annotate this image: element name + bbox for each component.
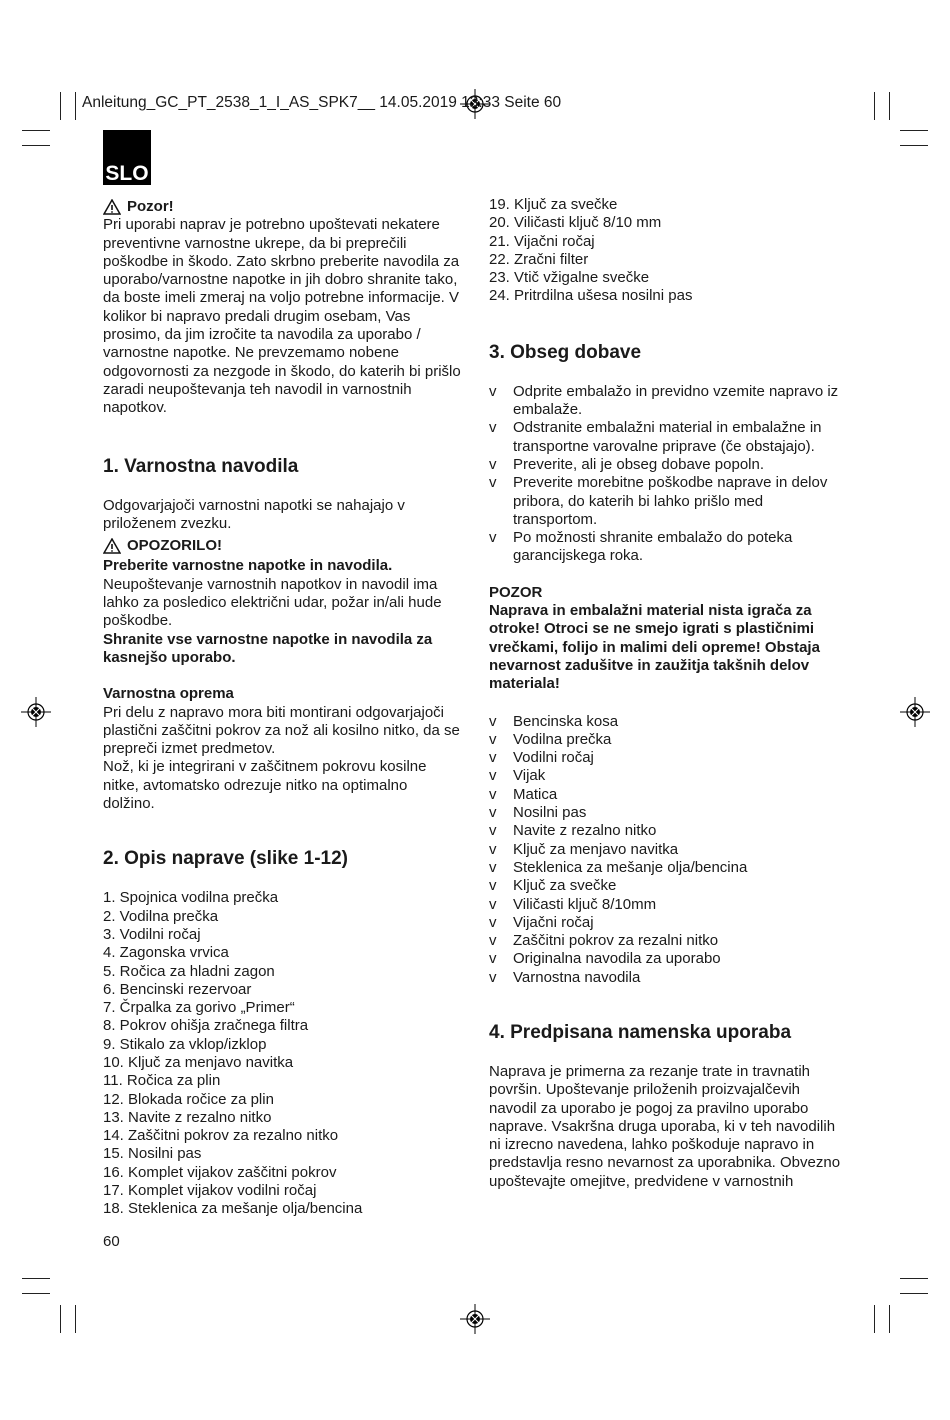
list-item: [489, 713, 849, 731]
bullet-marker: v: [489, 804, 497, 822]
section1-intro: Odgovarjajoči varnostni napotki se nahajajo v priloženem zvezku.: [103, 496, 405, 532]
section-heading-2: 2. Opis naprave (slike 1-12): [103, 848, 349, 870]
list-item: [489, 841, 849, 859]
list-item: [489, 950, 849, 968]
list-item: 13. Navite z rezalno nitko: [103, 1108, 272, 1126]
pozor-caps-title: POZOR: [489, 583, 543, 601]
bullet-marker: v: [489, 968, 497, 986]
list-item-text: Vijak: [513, 767, 546, 785]
list-item: 17. Komplet vijakov vodilni ročaj: [103, 1182, 317, 1200]
page-number: 60: [103, 1233, 120, 1250]
list-item: 22. Zračni filter: [489, 250, 589, 268]
list-item-text: Vodilni ročaj: [513, 749, 594, 767]
list-item: 1. Spojnica vodilna prečka: [103, 889, 279, 907]
bullet-marker: v: [489, 419, 497, 437]
crop-mark: [900, 1293, 928, 1294]
list-item: [489, 804, 849, 822]
pozor-title: [103, 198, 463, 216]
crop-mark: [900, 1278, 928, 1279]
list-item: 10. Ključ za menjavo navitka: [103, 1053, 294, 1071]
crop-mark: [75, 92, 76, 120]
registration-mark-icon: [900, 697, 930, 727]
list-item: 20. Viličasti ključ 8/10 mm: [489, 214, 662, 232]
crop-mark: [60, 1305, 61, 1333]
bullet-marker: v: [489, 767, 497, 785]
bullet-marker: v: [489, 749, 497, 767]
list-item: 7. Črpalka za gorivo „Primer“: [103, 999, 295, 1017]
opozorilo-title-text: OPOZORILO!: [127, 537, 222, 555]
crop-mark: [22, 1278, 50, 1279]
section-heading-1: 1. Varnostna navodila: [103, 455, 299, 477]
equipment-text-1: Pri delu z napravo mora biti montirani odgovarjajoči plastični zaščitni pokrov za nož ali kosilno nitko, da se prepreči izmet predmetov.: [103, 703, 460, 758]
pozor-caps-text: Naprava in embalažni material nista igrača za otroke! Otroci se ne smejo igrati s plastičnimi vrečkami, folijo in malimi deli opreme! Obstaja nevarnost zadušitve in zaužitja takšnih delov materiala!: [489, 602, 820, 693]
section-heading-4: 4. Predpisana namenska uporaba: [489, 1021, 792, 1043]
list-item-text: Steklenica za mešanje olja/bencina: [513, 858, 748, 876]
parts-list: [103, 889, 463, 1218]
bullet-marker: v: [489, 730, 497, 748]
list-item: [489, 731, 849, 749]
section4-text: Naprava je primerna za rezanje trate in travnatih površin. Upoštevanje priloženih proizvajalčevih navodil za uporabo je pogoj za pravilno uporabo naprave. Vsakršna druga uporaba, ki v teh navodilih ni izrecno navedena, lahko poškoduje napravo in predstavlja resno nevarnost za uporabnika. Obvezno upoštevajte omejitve, predvidene v varnostnih: [489, 1062, 841, 1190]
list-item: [489, 822, 849, 840]
list-item: 24. Pritrdilna ušesa nosilni pas: [489, 287, 693, 305]
list-item: 21. Vijačni ročaj: [489, 232, 595, 250]
list-item: 11. Ročica za plin: [103, 1072, 221, 1090]
equipment-text-2: Nož, ki je integrirani v zaščitnem pokrovu kosilne nitke, avtomatsko odrezuje nitko na optimalno dolžino.: [103, 758, 427, 813]
list-item: 6. Bencinski rezervoar: [103, 980, 252, 998]
list-item-text: Viličasti ključ 8/10mm: [513, 895, 657, 913]
print-slug-header: Anleitung_GC_PT_2538_1_I_AS_SPK7__ 14.05.2019 13:33 Seite 60: [82, 94, 562, 111]
warning-bold-2: Shranite vse varnostne napotke in navodila za kasnejšo uporabo.: [103, 630, 433, 666]
delivery-contents-list: [489, 713, 849, 987]
crop-mark: [900, 130, 928, 131]
warning-text-1: Neupoštevanje varnostnih napotkov in navodil ima lahko za posledico električni udar, požar in/ali hude poškodbe.: [103, 575, 442, 630]
bullet-marker: v: [489, 455, 497, 473]
list-item: 16. Komplet vijakov zaščitni pokrov: [103, 1163, 337, 1181]
list-item: [489, 474, 849, 529]
list-item: 14. Zaščitni pokrov za rezalno nitko: [103, 1127, 339, 1145]
list-item: 2. Vodilna prečka: [103, 907, 219, 925]
bullet-marker: v: [489, 712, 497, 730]
list-item-text: Preverite, ali je obseg dobave popoln.: [513, 455, 765, 473]
list-item-text: Zaščitni pokrov za rezalni nitko: [513, 932, 719, 950]
list-item-text: Nosilni pas: [513, 804, 587, 822]
bullet-marker: v: [489, 474, 497, 492]
crop-mark: [22, 145, 50, 146]
registration-mark-icon: [21, 697, 51, 727]
list-item-text: Odprite embalažo in previdno vzemite napravo iz embalaže.: [513, 382, 839, 419]
bullet-marker: v: [489, 822, 497, 840]
list-item: [489, 786, 849, 804]
bullet-marker: v: [489, 877, 497, 895]
list-item-text: Odstranite embalažni material in embalažne in transportne varovalne priprave (če obstajajo).: [513, 419, 822, 455]
list-item-text: Vijačni ročaj: [513, 913, 594, 931]
bullet-marker: v: [489, 895, 497, 913]
bullet-marker: v: [489, 950, 497, 968]
right-column: [489, 196, 849, 1191]
list-item: 4. Zagonska vrvica: [103, 944, 229, 962]
crop-mark: [889, 92, 890, 120]
list-item: 15. Nosilni pas: [103, 1145, 202, 1163]
crop-mark: [874, 92, 875, 120]
list-item-text: Preverite morebitne poškodbe naprave in delov pribora, do katerih bi lahko prišlo med transportom.: [513, 474, 828, 528]
list-item: [489, 529, 849, 566]
bullet-marker: v: [489, 785, 497, 803]
list-item-text: Originalna navodila za uporabo: [513, 950, 721, 968]
list-item: 3. Vodilni ročaj: [103, 925, 201, 943]
list-item-text: Vodilna prečka: [513, 730, 612, 748]
bullet-marker: v: [489, 529, 497, 547]
section-heading-3: 3. Obseg dobave: [489, 341, 642, 363]
list-item-text: Matica: [513, 785, 558, 803]
list-item: [489, 932, 849, 950]
crop-mark: [874, 1305, 875, 1333]
delivery-steps-list: [489, 383, 849, 566]
list-item: [489, 383, 849, 420]
list-item: [489, 969, 849, 987]
list-item: 9. Stikalo za vklop/izklop: [103, 1035, 267, 1053]
list-item: [489, 896, 849, 914]
list-item-text: Ključ za menjavo navitka: [513, 840, 679, 858]
left-column: [103, 198, 463, 1219]
registration-mark-icon: [460, 1304, 490, 1334]
list-item: [489, 914, 849, 932]
list-item: 18. Steklenica za mešanje olja/bencina: [103, 1200, 363, 1218]
bullet-marker: v: [489, 932, 497, 950]
pozor-title-text: Pozor!: [127, 198, 174, 215]
language-badge-label: SLO: [105, 162, 149, 185]
list-item-text: Po možnosti shranite embalažo do poteka garancijskega roka.: [513, 529, 793, 565]
bullet-marker: v: [489, 858, 497, 876]
list-item: [489, 859, 849, 877]
crop-mark: [60, 92, 61, 120]
list-item: [489, 877, 849, 895]
parts-list-continued: [489, 196, 849, 306]
list-item: 23. Vtič vžigalne svečke: [489, 269, 650, 287]
list-item: [489, 419, 849, 456]
list-item: 12. Blokada ročice za plin: [103, 1090, 274, 1108]
list-item-text: Bencinska kosa: [513, 712, 619, 730]
pozor-text: Pri uporabi naprav je potrebno upoštevati nekatere preventivne varnostne ukrepe, da bi preprečili poškodbe in škodo. Zato skrbno preberite navodila za uporabo/varnostne napotke in jih dobro shranite tako, da boste imeli zmeraj na voljo potrebne informacije. V kolikor bi napravo predali drugim osebam, Vas prosimo, da jim izročite ta navodila za uporabo / varnostne napotke. Ne prevzemamo nobene odgovornosti za nezgode in škodo, do katerih bi prišlo zaradi neupoštevanja teh navodil in varnostnih napotkov.: [103, 216, 461, 417]
crop-mark: [900, 145, 928, 146]
warning-triangle-icon: [103, 538, 121, 554]
list-item-text: Navite z rezalno nitko: [513, 822, 657, 840]
warning-triangle-icon: [103, 199, 121, 215]
crop-mark: [22, 1293, 50, 1294]
list-item-text: Ključ za svečke: [513, 877, 617, 895]
list-item: 8. Pokrov ohišja zračnega filtra: [103, 1017, 309, 1035]
opozorilo-title: [103, 537, 463, 555]
crop-mark: [75, 1305, 76, 1333]
warning-bold-1: Preberite varnostne napotke in navodila.: [103, 557, 393, 575]
bullet-marker: v: [489, 382, 497, 400]
list-item: [489, 749, 849, 767]
list-item: 19. Ključ za svečke: [489, 196, 618, 213]
bullet-marker: v: [489, 840, 497, 858]
crop-mark: [22, 130, 50, 131]
list-item-text: Varnostna navodila: [513, 968, 641, 986]
list-item: [489, 456, 849, 474]
list-item: [489, 767, 849, 785]
bullet-marker: v: [489, 913, 497, 931]
language-badge: [103, 130, 151, 185]
list-item: 5. Ročica za hladni zagon: [103, 962, 275, 980]
equipment-title: Varnostna oprema: [103, 685, 234, 703]
crop-mark: [889, 1305, 890, 1333]
